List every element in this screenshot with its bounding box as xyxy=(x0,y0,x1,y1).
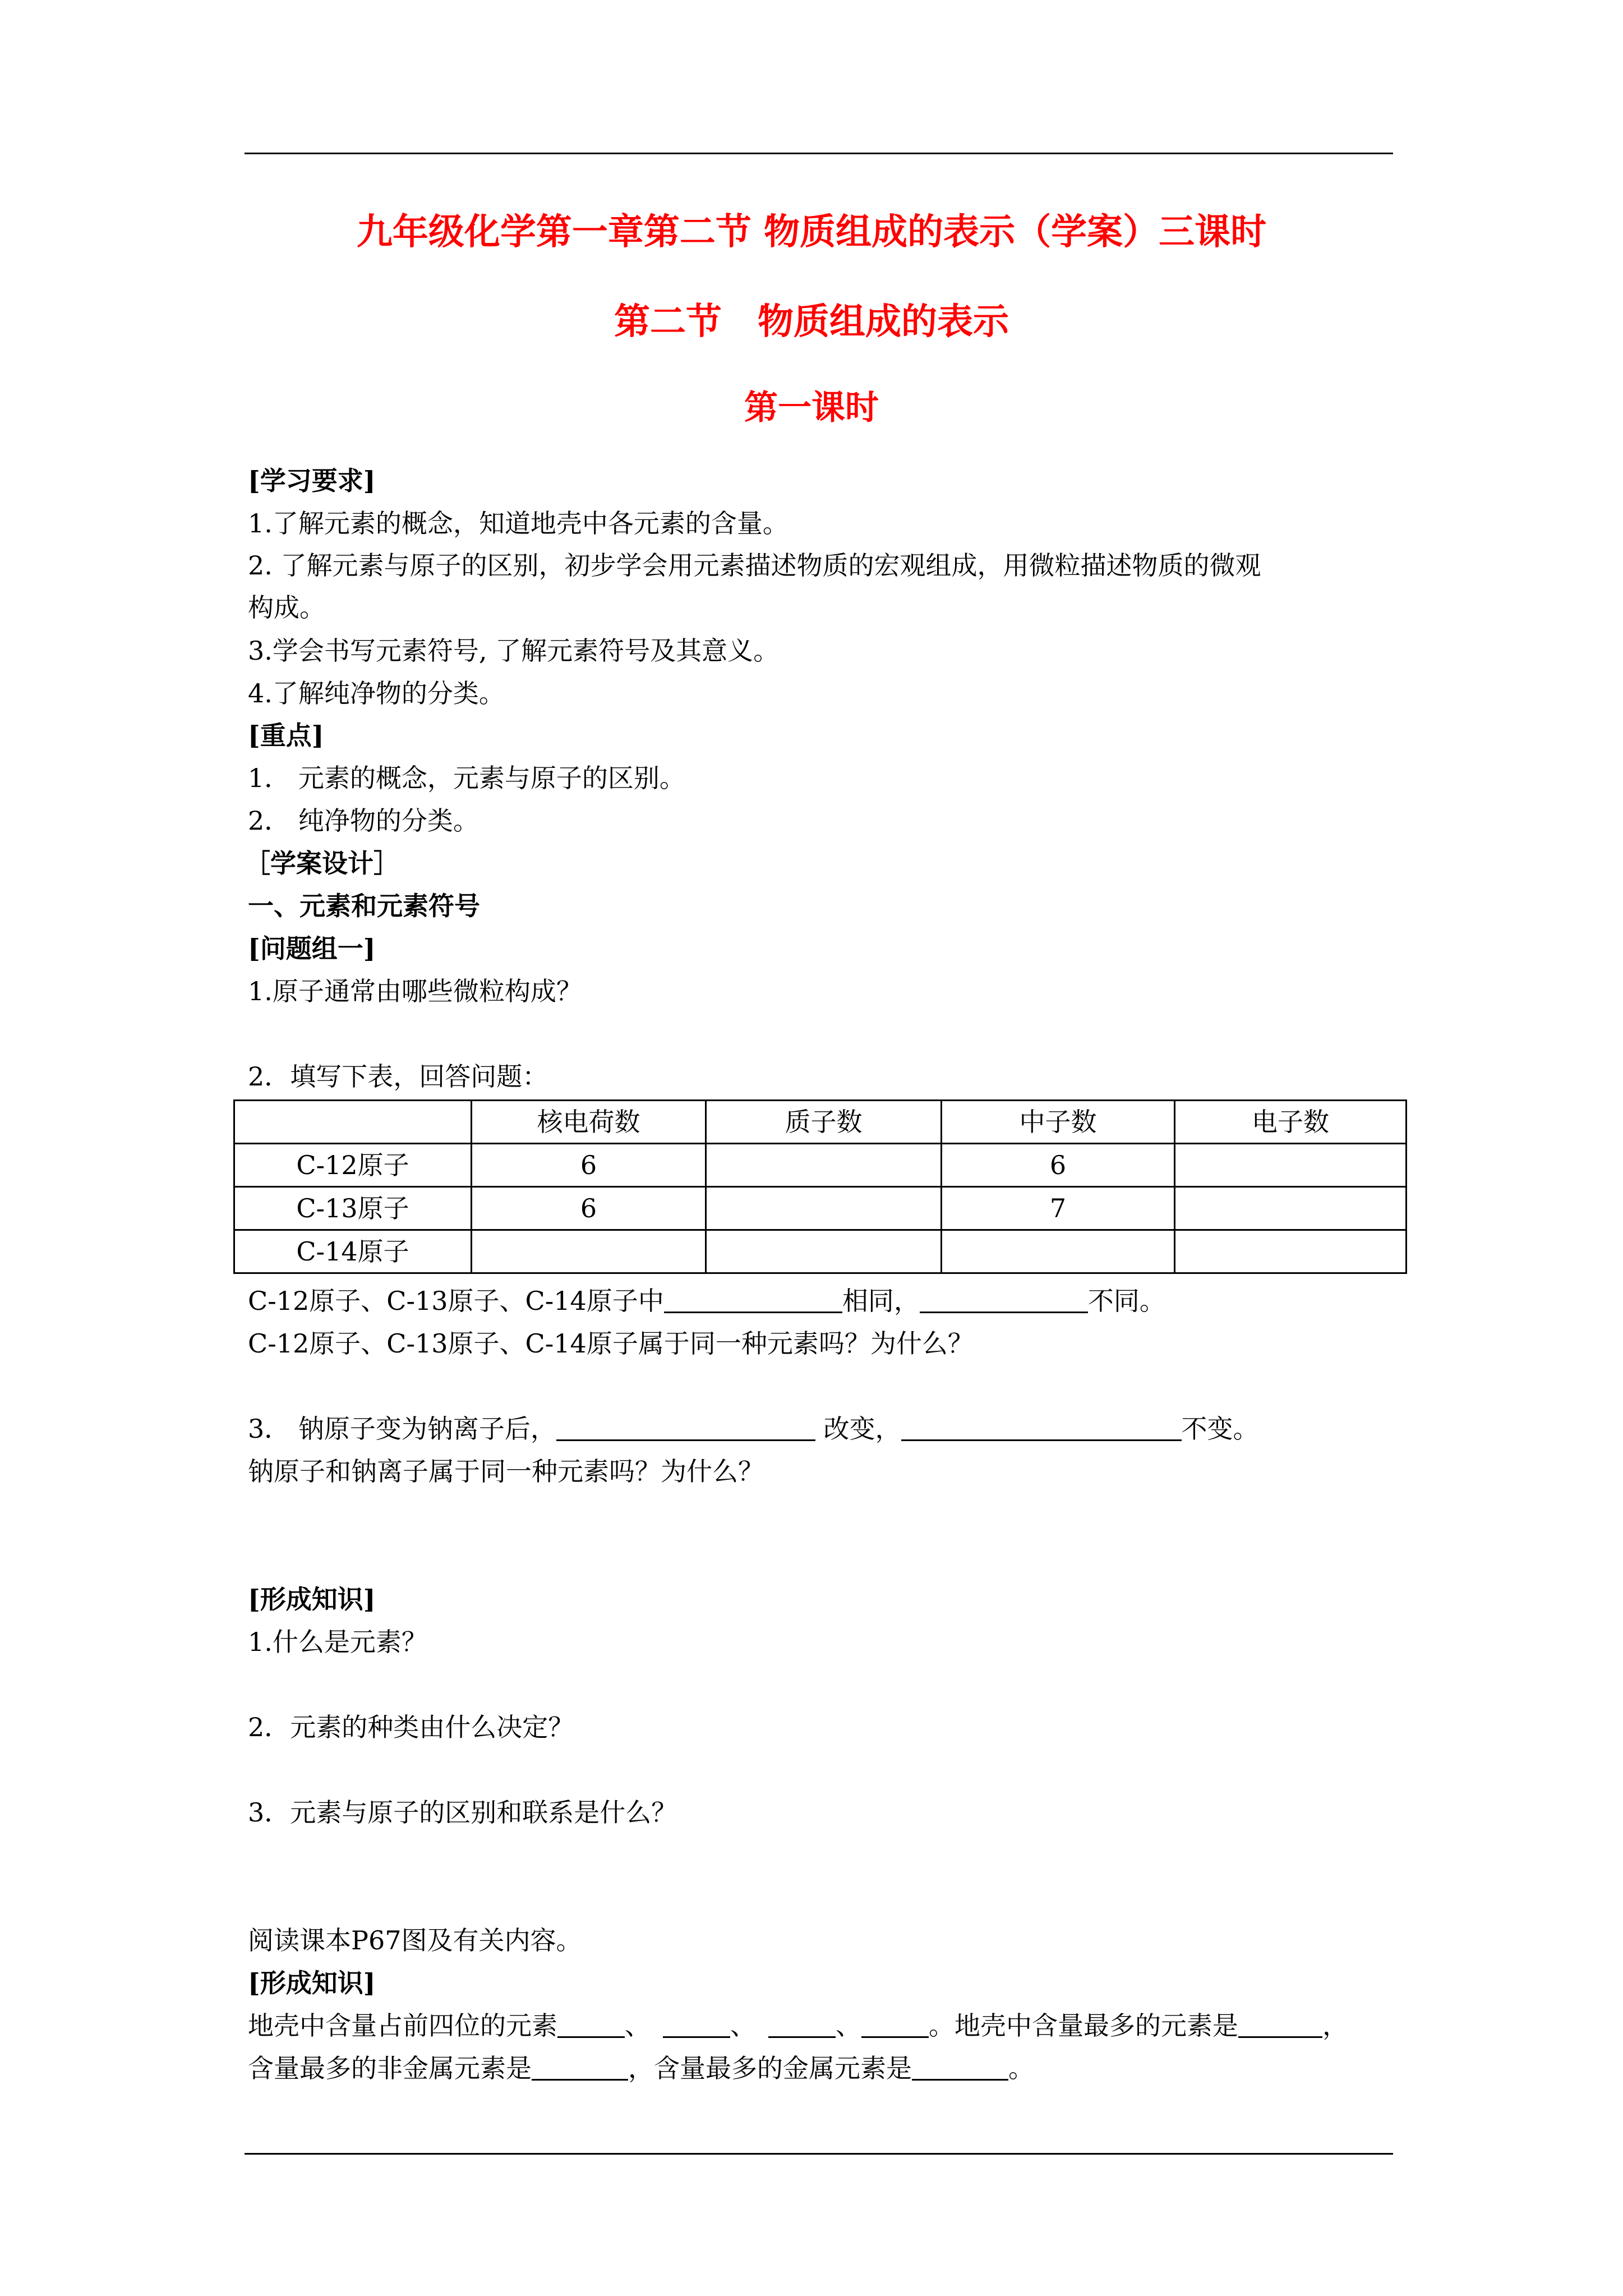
section-title: 第二节 物质组成的表示 xyxy=(614,301,1009,343)
table-cell[interactable] xyxy=(1175,1230,1407,1273)
table-row xyxy=(234,1144,1407,1187)
fill-text: 3． 钠原子变为钠离子后， xyxy=(248,1414,556,1444)
table-row xyxy=(234,1187,1407,1230)
table-cell[interactable] xyxy=(1175,1187,1407,1230)
reading-instruction: 阅读课本P67图及有关内容。 xyxy=(248,1925,582,1955)
answer-blank[interactable] xyxy=(556,1417,815,1441)
key-point-item: 2． 纯净物的分类。 xyxy=(248,806,479,836)
table-header-cell xyxy=(234,1101,472,1144)
fill-text: 相同， xyxy=(842,1286,920,1316)
fill-text: 、 xyxy=(836,2010,861,2041)
fill-text: C-12原子、C-13原子、C-14原子中 xyxy=(248,1286,664,1316)
table-cell[interactable] xyxy=(942,1230,1175,1273)
requirement-item: 2. 了解元素与原子的区别，初步学会用元素描述物质的宏观组成，用微粒描述物质的微观 xyxy=(248,550,1261,581)
requirements-heading: [学习要求] xyxy=(248,466,376,496)
fill-text: ， xyxy=(1322,2010,1348,2041)
table-cell[interactable] xyxy=(706,1144,942,1187)
footer-rule xyxy=(245,2153,1393,2155)
answer-blank[interactable] xyxy=(1238,2014,1322,2038)
answer-blank[interactable] xyxy=(663,2014,730,2038)
question-2-ask: C-12原子、C-13原子、C-14原子属于同一种元素吗？为什么？ xyxy=(248,1328,974,1359)
knowledge-heading: [形成知识] xyxy=(248,1584,376,1614)
table-cell[interactable] xyxy=(472,1230,706,1273)
requirement-item: 构成。 xyxy=(248,592,325,623)
key-points-heading: [重点] xyxy=(248,720,324,751)
table-cell: 7 xyxy=(942,1187,1175,1230)
answer-blank[interactable] xyxy=(920,1289,1088,1313)
key-point-item: 1． 元素的概念，元素与原子的区别。 xyxy=(248,763,685,793)
knowledge-question: 3．元素与原子的区别和联系是什么？ xyxy=(248,1797,677,1828)
knowledge-question: 1.什么是元素？ xyxy=(248,1627,427,1657)
table-header-cell: 质子数 xyxy=(706,1101,942,1144)
fill-text: 改变， xyxy=(815,1414,901,1444)
answer-blank[interactable] xyxy=(664,1289,842,1313)
requirement-item: 1.了解元素的概念，知道地壳中各元素的含量。 xyxy=(248,508,789,539)
answer-blank[interactable] xyxy=(768,2014,836,2038)
isotope-table xyxy=(233,1099,1407,1274)
table-header-cell: 中子数 xyxy=(942,1101,1175,1144)
answer-blank[interactable] xyxy=(901,1417,1182,1441)
lesson-title: 第一课时 xyxy=(744,388,879,427)
fill-text: 不变。 xyxy=(1181,1414,1259,1444)
table-cell: 6 xyxy=(472,1144,706,1187)
question-1: 1.原子通常由哪些微粒构成？ xyxy=(248,976,582,1006)
table-cell: C-13原子 xyxy=(234,1187,472,1230)
table-cell[interactable] xyxy=(706,1230,942,1273)
question-3-fill xyxy=(248,1416,1259,1442)
part-one-heading: 一、元素和元素符号 xyxy=(248,891,480,921)
group-one-heading: [问题组一] xyxy=(248,933,376,964)
main-title: 九年级化学第一章第二节 物质组成的表示（学案）三课时 xyxy=(356,211,1267,253)
table-row xyxy=(234,1230,1407,1273)
question-2: 2．填写下表，回答问题： xyxy=(248,1061,548,1092)
crust-elements-fill xyxy=(248,2010,1348,2041)
fill-text: 、 xyxy=(730,2010,756,2041)
table-header-cell: 核电荷数 xyxy=(472,1101,706,1144)
header-rule xyxy=(245,153,1393,154)
table-cell[interactable] xyxy=(1175,1144,1407,1187)
table-cell: 6 xyxy=(942,1144,1175,1187)
answer-blank[interactable] xyxy=(532,2056,628,2081)
answer-blank[interactable] xyxy=(861,2014,929,2038)
fill-text: 。 xyxy=(1008,2053,1034,2083)
fill-text: 含量最多的非金属元素是 xyxy=(248,2053,532,2083)
knowledge-heading: [形成知识] xyxy=(248,1968,376,1998)
knowledge-question: 2．元素的种类由什么决定？ xyxy=(248,1712,574,1742)
requirement-item: 4.了解纯净物的分类。 xyxy=(248,678,505,708)
table-cell: 6 xyxy=(472,1187,706,1230)
question-3-ask: 钠原子和钠离子属于同一种元素吗？为什么？ xyxy=(248,1456,764,1487)
table-header-cell: 电子数 xyxy=(1175,1101,1407,1144)
table-cell: C-12原子 xyxy=(234,1144,472,1187)
design-heading: ［学案设计］ xyxy=(245,848,399,878)
fill-text: 、 xyxy=(625,2010,651,2041)
fill-text: 不同。 xyxy=(1087,1286,1165,1316)
crust-elements-fill-2 xyxy=(248,2055,1034,2081)
table-cell[interactable] xyxy=(706,1187,942,1230)
requirement-item: 3.学会书写元素符号, 了解元素符号及其意义。 xyxy=(248,636,780,666)
question-2-fill xyxy=(248,1288,1165,1314)
answer-blank[interactable] xyxy=(557,2014,625,2038)
fill-text: ，含量最多的金属元素是 xyxy=(628,2053,912,2083)
table-header-row xyxy=(234,1101,1407,1144)
table-cell: C-14原子 xyxy=(234,1230,472,1273)
fill-text: 地壳中含量占前四位的元素 xyxy=(248,2010,557,2041)
fill-text: 。地壳中含量最多的元素是 xyxy=(929,2010,1238,2041)
answer-blank[interactable] xyxy=(912,2056,1008,2081)
